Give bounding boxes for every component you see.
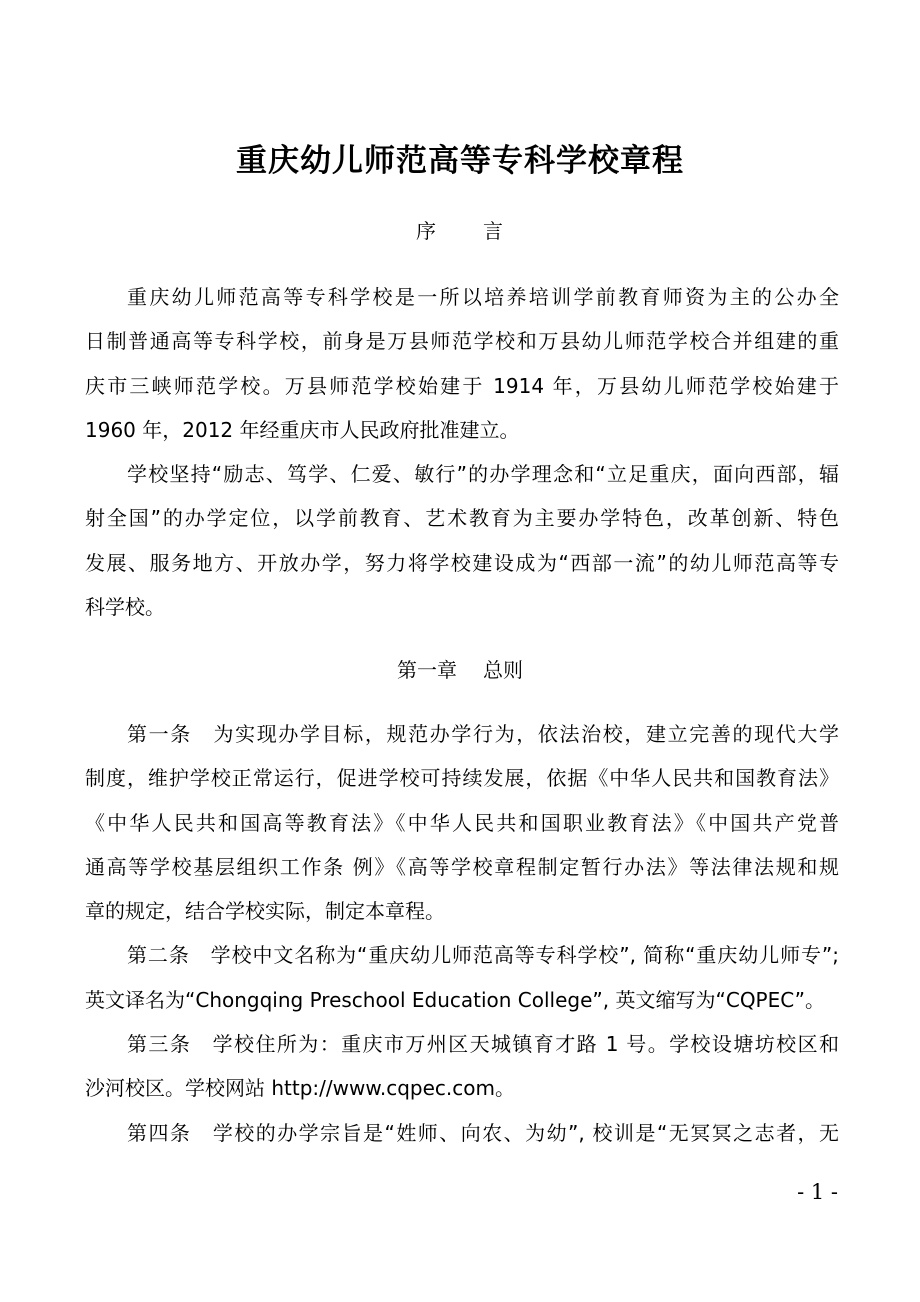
preface-body — [85, 275, 839, 629]
chapter-heading — [0, 654, 920, 683]
chapter-body — [85, 712, 839, 1155]
document-title: 重庆幼儿师范高等专科学校章程 — [236, 143, 684, 179]
text-line: 第四条 学校的办学宗旨是“姓师、向农、为幼”, 校训是“无冥冥之志者，无 — [127, 1120, 839, 1145]
preface-heading-part2: 言 — [483, 219, 504, 243]
text-line: 科学校。 — [85, 595, 165, 620]
text-line: 学校坚持“励志、笃学、仁爱、敏行”的办学理念和“立足重庆，面向西部，辐 — [127, 462, 839, 487]
preface-heading-part1: 序 — [416, 219, 437, 243]
preface-heading — [0, 215, 920, 244]
text-line: 日制普通高等专科学校，前身是万县师范学校和万县幼儿师范学校合并组建的重 — [85, 329, 839, 354]
chapter-number: 第一章 — [397, 658, 457, 682]
text-line: 制度，维护学校正常运行，促进学校可持续发展，依据《中华人民共和国教育法》 — [85, 766, 839, 791]
text-line: 第二条 学校中文名称为“重庆幼儿师范高等专科学校”, 简称“重庆幼儿师专”; — [127, 943, 839, 968]
article-paragraph — [85, 933, 839, 1022]
text-line: 通高等学校基层组织工作条 例》《高等学校章程制定暂行办法》等法律法规和规 — [85, 854, 839, 879]
page-number: - 1 - — [797, 1180, 838, 1204]
text-line: 重庆幼儿师范高等专科学校是一所以培养培训学前教育师资为主的公办全 — [127, 285, 839, 309]
text-line: 《中华人民共和国高等教育法》《中华人民共和国职业教育法》《中国共产党普 — [85, 810, 839, 835]
text-line: 章的规定，结合学校实际，制定本章程。 — [85, 899, 445, 924]
text-line: 庆市三峡师范学校。万县师范学校始建于 1914 年，万县幼儿师范学校始建于 — [85, 373, 839, 398]
text-line: 英文译名为“Chongqing Preschool Education College”, 英文缩写为“CQPEC”。 — [85, 987, 825, 1012]
text-line: 沙河校区。学校网站 http://www.cqpec.com。 — [85, 1076, 515, 1101]
text-line: 发展、服务地方、开放办学，努力将学校建设成为“西部一流”的幼儿师范高等专 — [85, 550, 839, 575]
text-line: 射全国”的办学定位，以学前教育、艺术教育为主要办学特色，改革创新、特色 — [85, 506, 839, 531]
text-line: 第三条 学校住所为：重庆市万州区天城镇育才路 1 号。学校设塘坊校区和 — [127, 1032, 839, 1057]
text-line: 第一条 为实现办学目标，规范办学行为，依法治校，建立完善的现代大学 — [127, 722, 839, 746]
preface-paragraph — [85, 275, 839, 452]
chapter-title: 总则 — [483, 658, 523, 682]
article-paragraph — [85, 1022, 839, 1111]
text-line: 1960 年，2012 年经重庆市人民政府批准建立。 — [85, 417, 520, 442]
preface-paragraph — [85, 452, 839, 629]
article-paragraph — [85, 712, 839, 933]
article-paragraph — [85, 1111, 839, 1155]
